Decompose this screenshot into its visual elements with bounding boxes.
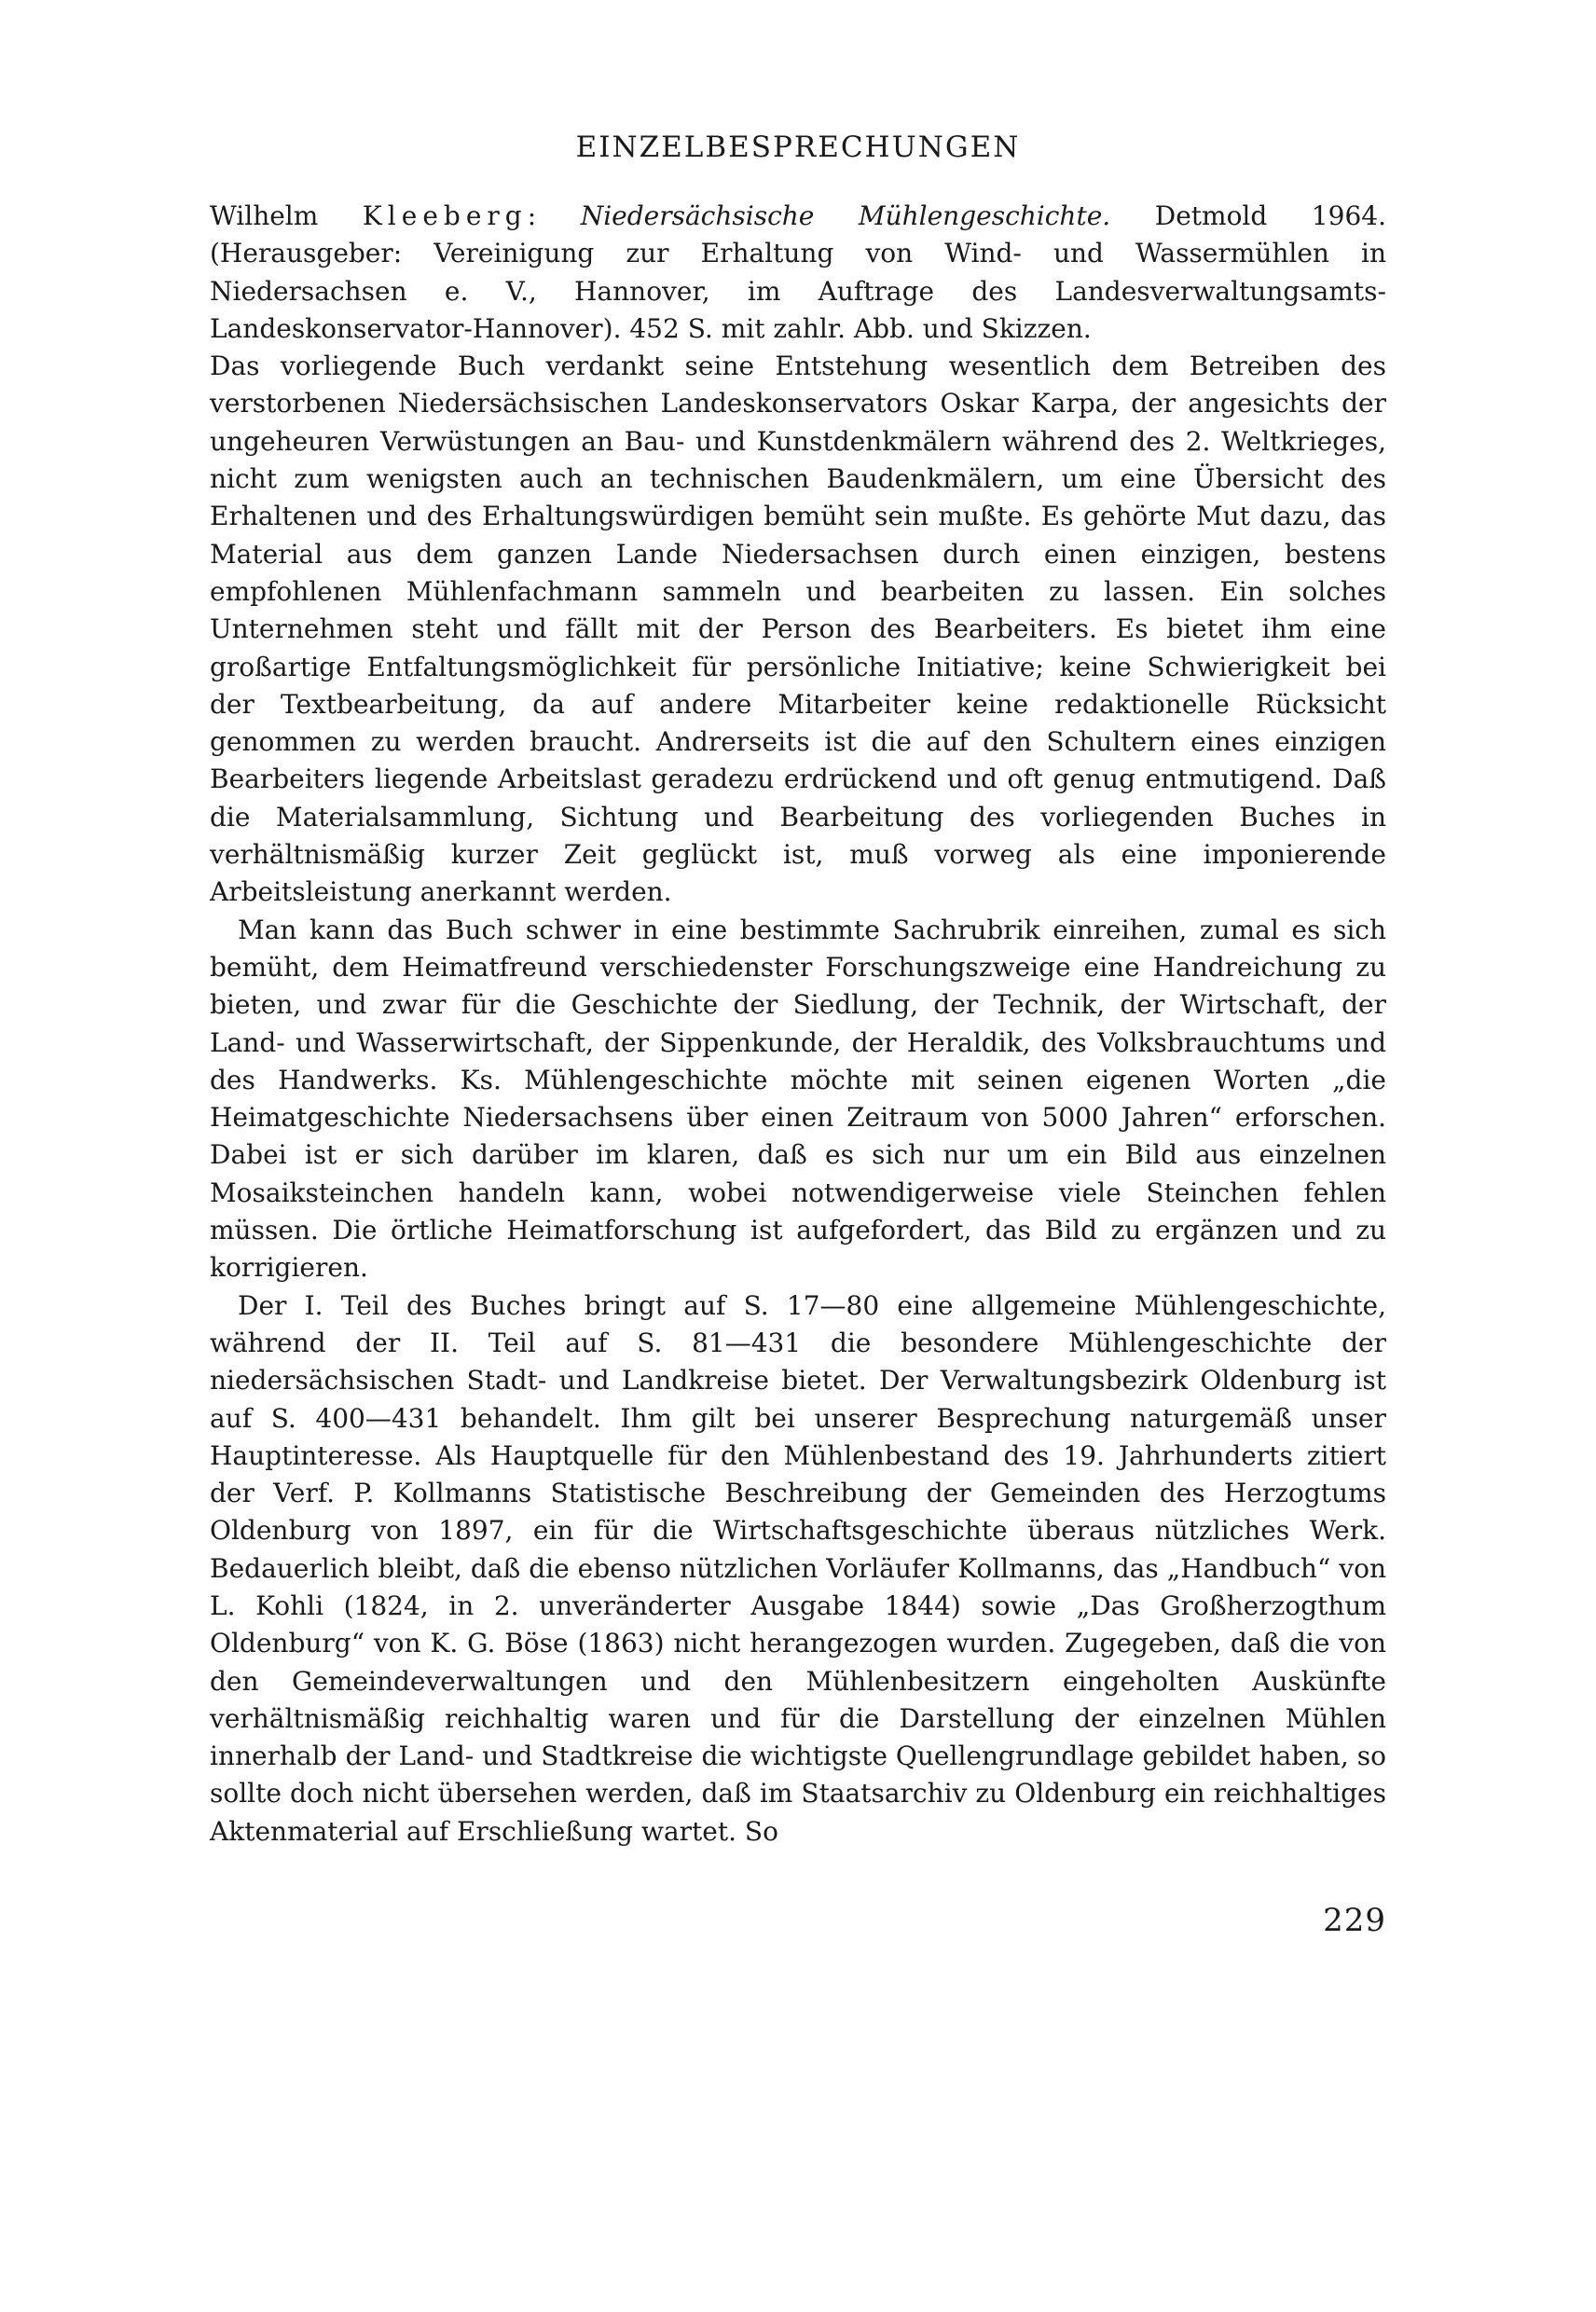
citation-separator: : [527, 200, 537, 231]
running-head: EINZELBESPRECHUNGEN [575, 131, 1021, 164]
page [210, 0, 1386, 2312]
text-block [210, 198, 1386, 1851]
paragraph-2: Man kann das Buch schwer in eine bestimmte Sachrubrik einreihen, zumal es sich bemüht, dem Heimatfreund verschiedenster Forschungszweige eine Handreichung zu bieten, und zwar für die Geschichte der Siedlung, der Technik, der Wirtschaft, der Land- und Wasserwirtschaft, der Sippenkunde, der Heraldik, des Volksbrauchtums und des Handwerks. Ks. Mühlengeschichte möchte mit seinen eigenen Worten „die Heimatgeschichte Niedersachsens über einen Zeitraum von 5000 Jahren“ erforschen. Dabei ist er sich darüber im klaren, daß es sich nur um ein Bild aus einzelnen Mosaiksteinchen handeln kann, wobei notwendigerweise viele Steinchen fehlen müssen. Die örtliche Heimatforschung ist aufgefordert, das Bild zu ergänzen und zu korrigieren. [210, 914, 1386, 1284]
page-number: 229 [1323, 1902, 1386, 1939]
paragraph-1: Das vorliegende Buch verdankt seine Entstehung wesentlich dem Betreiben des verstorbenen Niedersächsischen Landeskonservators Oskar Karpa, der angesichts der ungeheuren Verwüstungen an Bau- und Kunstdenkmälern während des 2. Weltkrieges, nicht zum wenigsten auch an technischen Baudenkmälern, um eine Übersicht des Erhaltenen und des Erhaltungswürdigen bemüht sein mußte. Es gehörte Mut dazu, das Material aus dem ganzen Lande Niedersachsen durch einen einzigen, bestens empfohlenen Mühlenfachmann sammeln und bearbeiten zu lassen. Ein solches Unternehmen steht und fällt mit der Person des Bearbeiters. Es bietet ihm eine großartige Entfaltungsmöglichkeit für persönliche Initiative; keine Schwierigkeit bei der Textbearbeitung, da auf andere Mitarbeiter keine redaktionelle Rücksicht genommen zu werden braucht. Andrerseits ist die auf den Schultern eines einzigen Bearbeiters liegende Arbeitslast geradezu erdrückend und oft genug entmutigend. Daß die Materialsammlung, Sichtung und Bearbeitung des vorliegenden Buches in verhältnismäßig kurzer Zeit geglückt ist, muß vorweg als eine imponierende Arbeitsleistung anerkannt werden. [210, 351, 1386, 908]
book-title: Niedersächsische Mühlengeschichte. [580, 200, 1111, 231]
citation [210, 198, 1386, 348]
author-first-name: Wilhelm [210, 200, 319, 231]
citation-details: Detmold 1964. (Herausgeber: Vereinigung zur Erhaltung von Wind- und Wassermühlen in Niedersachsen e. V., Hannover, im Auftrage des Landesverwaltungsamts-Landeskonservator-Hannover). 452 S. mit zahlr. Abb. und Skizzen. [210, 200, 1387, 344]
author-last-name: Kleeberg [362, 200, 528, 231]
paragraph-3: Der I. Teil des Buches bringt auf S. 17—80 eine allgemeine Mühlengeschichte, während der II. Teil auf S. 81—431 die besondere Mühlengeschichte der niedersächsischen Stadt- und Landkreise bietet. Der Verwaltungsbezirk Oldenburg ist auf S. 400—431 behandelt. Ihm gilt bei unserer Besprechung naturgemäß unser Hauptinteresse. Als Hauptquelle für den Mühlenbestand des 19. Jahrhunderts zitiert der Verf. P. Kollmanns Statistische Beschreibung der Gemeinden des Herzogtums Oldenburg von 1897, ein für die Wirtschaftsgeschichte überaus nützliches Werk. Bedauerlich bleibt, daß die ebenso nützlichen Vorläufer Kollmanns, das „Handbuch“ von L. Kohli (1824, in 2. unveränderter Ausgabe 1844) sowie „Das Großherzogthum Oldenburg“ von K. G. Böse (1863) nicht herangezogen wurden. Zugegeben, daß die von den Gemeindeverwaltungen und den Mühlenbesitzern eingeholten Auskünfte verhältnismäßig reichhaltig waren und für die Darstellung der einzelnen Mühlen innerhalb der Land- und Stadtkreise die wichtigste Quellengrundlage gebildet haben, so sollte doch nicht übersehen werden, daß im Staatsarchiv zu Oldenburg ein reichhaltiges Aktenmaterial auf Erschließung wartet. So [210, 1289, 1386, 1847]
